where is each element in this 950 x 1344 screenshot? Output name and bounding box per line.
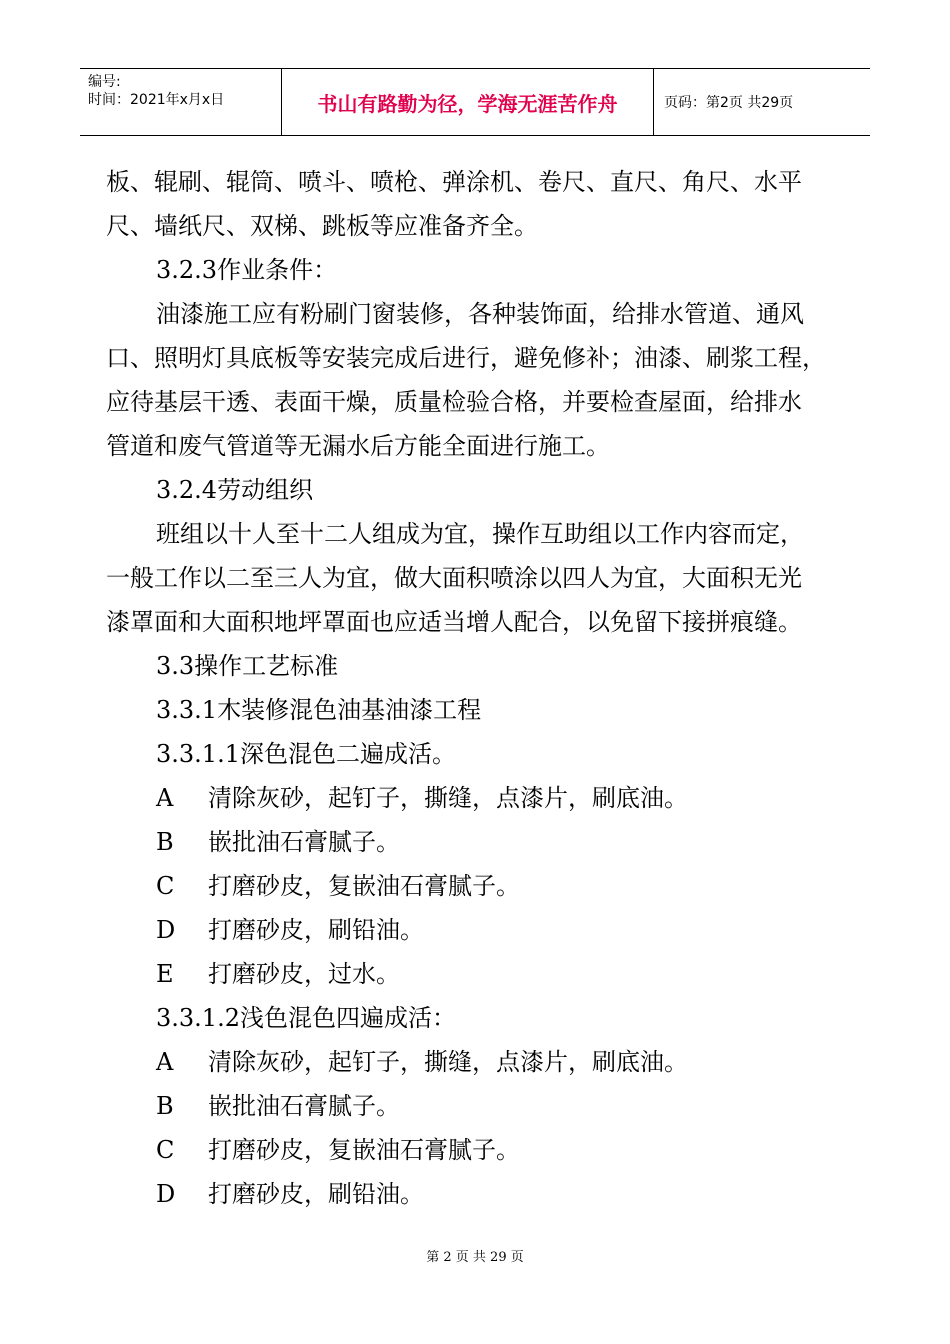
section-heading: 3.3操作工艺标准 bbox=[156, 652, 339, 680]
list-text: 打磨砂皮，复嵌油石膏腻子。 bbox=[208, 1136, 520, 1164]
document-body bbox=[106, 160, 851, 1216]
list-item bbox=[106, 1128, 851, 1172]
body-line: 管道和废气管道等无漏水后方能全面进行施工。 bbox=[106, 432, 610, 460]
list-text: 打磨砂皮，刷铅油。 bbox=[208, 916, 424, 944]
list-letter: E bbox=[156, 960, 174, 988]
code-label: 编号: bbox=[88, 74, 121, 90]
body-line: 尺、墙纸尺、双梯、跳板等应准备齐全。 bbox=[106, 212, 538, 240]
list-text: 清除灰砂，起钉子，撕缝，点漆片，刷底油。 bbox=[208, 1048, 688, 1076]
list-letter: A bbox=[156, 784, 174, 812]
list-letter: B bbox=[156, 828, 174, 856]
list-text: 打磨砂皮，过水。 bbox=[208, 960, 400, 988]
page-header bbox=[80, 68, 870, 136]
body-line: 油漆施工应有粉刷门窗装修，各种装饰面，给排水管道、通风 bbox=[156, 300, 804, 328]
section-heading: 3.2.3作业条件： bbox=[156, 256, 338, 284]
list-item bbox=[106, 1084, 851, 1128]
list-item bbox=[106, 864, 851, 908]
list-item bbox=[106, 908, 851, 952]
header-page-info: 页码：第2页 共29页 bbox=[664, 95, 794, 111]
list-text: 打磨砂皮，复嵌油石膏腻子。 bbox=[208, 872, 520, 900]
list-item bbox=[106, 820, 851, 864]
list-item bbox=[106, 1040, 851, 1084]
list-text: 清除灰砂，起钉子，撕缝，点漆片，刷底油。 bbox=[208, 784, 688, 812]
list-letter: D bbox=[156, 1180, 176, 1208]
list-item bbox=[106, 1172, 851, 1216]
list-item bbox=[106, 776, 851, 820]
list-text: 打磨砂皮，刷铅油。 bbox=[208, 1180, 424, 1208]
page-footer: 第 2 页 共 29 页 bbox=[426, 1250, 524, 1265]
list-letter: A bbox=[156, 1048, 174, 1076]
list-letter: C bbox=[156, 872, 175, 900]
body-line: 班组以十人至十二人组成为宜，操作互助组以工作内容而定， bbox=[156, 520, 804, 548]
header-motto: 书山有路勤为径，学海无涯苦作舟 bbox=[282, 69, 654, 135]
list-letter: B bbox=[156, 1092, 174, 1120]
section-heading: 3.2.4劳动组织 bbox=[156, 476, 314, 504]
body-line: 口、照明灯具底板等安装完成后进行，避免修补；油漆、刷浆工程， bbox=[106, 344, 826, 372]
section-heading: 3.3.1.2浅色混色四遍成活： bbox=[156, 1004, 456, 1032]
list-letter: C bbox=[156, 1136, 175, 1164]
section-heading: 3.3.1木装修混色油基油漆工程 bbox=[156, 696, 482, 724]
section-heading: 3.3.1.1深色混色二遍成活。 bbox=[156, 740, 456, 768]
body-line: 板、辊刷、辊筒、喷斗、喷枪、弹涂机、卷尺、直尺、角尺、水平 bbox=[106, 168, 802, 196]
body-line: 一般工作以二至三人为宜，做大面积喷涂以四人为宜，大面积无光 bbox=[106, 564, 802, 592]
body-line: 漆罩面和大面积地坪罩面也应适当增人配合，以免留下接拼痕缝。 bbox=[106, 608, 802, 636]
list-letter: D bbox=[156, 916, 176, 944]
list-item bbox=[106, 952, 851, 996]
header-meta bbox=[80, 69, 282, 135]
list-text: 嵌批油石膏腻子。 bbox=[208, 828, 400, 856]
list-text: 嵌批油石膏腻子。 bbox=[208, 1092, 400, 1120]
time-label: 时间：2021年x月x日 bbox=[88, 92, 225, 108]
body-line: 应待基层干透、表面干燥，质量检验合格，并要检查屋面，给排水 bbox=[106, 388, 802, 416]
